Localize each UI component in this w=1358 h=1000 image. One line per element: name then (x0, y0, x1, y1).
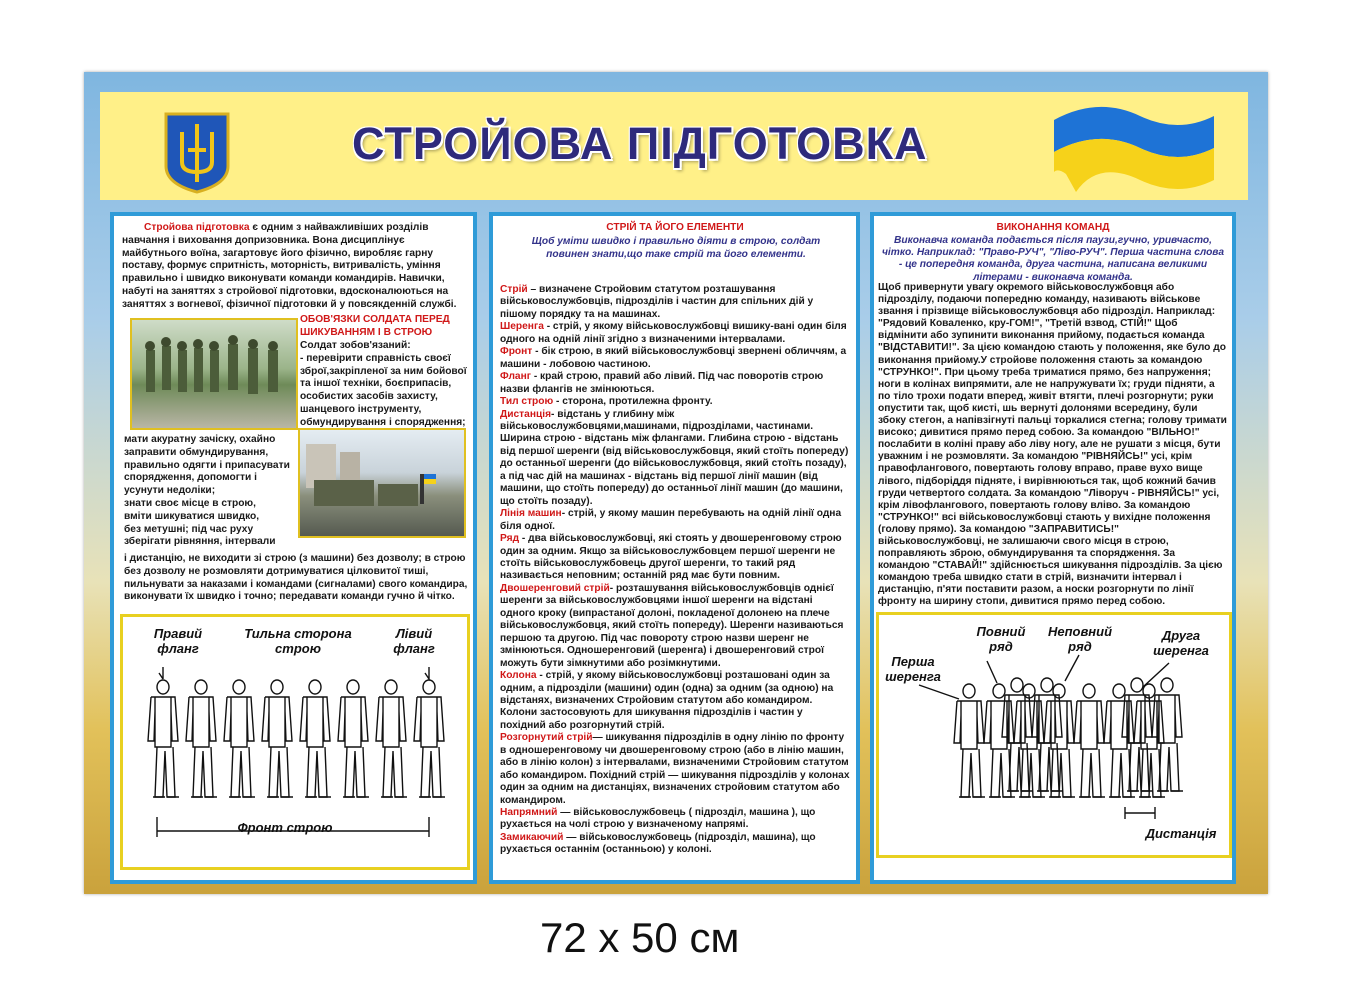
duty-line: знати своє місце в строю, (124, 497, 256, 509)
middle-subheading: Щоб уміти швидко і правильно діяти в строю, солдат повинен знати,що таке стрій та його елементи. (531, 236, 821, 260)
duties-list (300, 340, 470, 430)
intro-term: Стройова підготовка (144, 222, 250, 233)
second-rank-label: Друга шеренга (1153, 628, 1209, 658)
right-flank-label: Правий фланг (153, 626, 203, 656)
duty-line: особистих засобів захисту, (300, 391, 438, 403)
intro-paragraph (122, 222, 466, 312)
duty-line: - перевірити справність своєї (300, 352, 451, 364)
list-item: Фланг - край строю, правий або лівий. Під час поворотів строю назви флангів не змінюються. (500, 371, 824, 395)
first-rank-label: Перша шеренга (885, 654, 941, 684)
distance-label: Дистанція (1145, 826, 1217, 841)
duties-list-2 (124, 434, 296, 549)
right-heading: ВИКОНАННЯ КОМАНД (996, 222, 1110, 233)
list-item: Тил строю - сторона, протилежна фронту. (500, 396, 713, 408)
list-item: Напрямний — військовослужбовець ( підрозділ, машина ), що рухається на чолі строю у визначеному напрямі. (500, 807, 816, 831)
elements-list (500, 284, 850, 857)
list-item: Лінія машин- стрій, у якому машин перебувають на одній лінії одна біля одної. (500, 508, 842, 532)
soldiers-photo-1 (130, 318, 298, 430)
list-item: Розгорнутий стрій— шикування підрозділів в одну лінію по фронту в одношеренговому чи двошеренговому строю (або в лінію машин, або в лінію колон) з інтервалами, визначеними Стройовим статутом або командиром. Похідний стрій — шикування підрозділів у колонах один за одним на дистанціях, визначених стройовим статутом або командиром. (500, 732, 850, 806)
duties-title: ОБОВ'ЯЗКИ СОЛДАТА ПЕРЕД ШИКУВАННЯМ І В СТРОЮ (300, 314, 450, 338)
middle-heading: СТРІЙ ТА ЙОГО ЕЛЕМЕНТИ (606, 222, 744, 233)
partial-row-label: Неповний ряд (1047, 624, 1113, 654)
ukraine-flag-icon (1048, 100, 1218, 196)
size-label: 72 х 50 см (540, 914, 740, 961)
right-subheading: Виконавча команда подається після паузи,гучно, уривчасто, чітко. Наприклад: "Право-РУЧ", "Ліво-РУЧ". Перша частина слова - це попередня команда, друга частина, написана великими літерами - виконавча команда. (881, 235, 1224, 283)
left-flank-label: Лівий фланг (393, 626, 435, 656)
duty-line: спорядження, допомогти і (124, 472, 257, 484)
list-item: Ряд - два військовослужбовці, які стоять у двошеренговому строю один за одним. Якщо за військовослужбовцем першої шеренги не стоїть військовослужбовець другої шеренги, то такий ряд називається неповним; останній ряд має бути повним. (500, 533, 842, 582)
list-item: Стрій – визначене Стройовим статутом розташування військовослужбовців, підрозділів і частин для спільних дій у пішому порядку та на машинах. (500, 284, 814, 320)
duties-tail: і дистанцію, не виходити зі строю (з машини) без дозволу; в строю без дозволу не розмовляти дотримуватися цілковитої тиші, пильнувати за наказами і командами (сигналами) свого командира, виконувати їх швидко і точно; передавати команди гучно й чітко. (124, 553, 468, 603)
rear-label: Тильна сторона строю (244, 626, 352, 656)
intro-text: є одним з найважливіших розділів навчання і виховання допризовника. Вона дисциплінує майбутнього воїна, загартовує його фізично, виробляє гарну поставу, формує спритність, моторність, витривалість, уміння правильно і швидко виконувати команди командирів. Навички, набуті на заняттях з стройової підготовки, вдосконалюються на заняттях з вогневої, фізичної підготовки й у повсякденній службі. (122, 222, 457, 310)
list-item: Фронт - бік строю, в який військовослужбовці звернені обличчям, а машини - лобовою частиною. (500, 346, 847, 370)
duty-line: обмундирування і спорядження; (300, 416, 466, 428)
duty-line: вміти шикуватися швидко, (124, 510, 260, 522)
list-item: Колона - стрій, у якому військовослужбовці розташовані один за одним, а підрозділи (машини) один (одна) за одним (за одною) на відстанях, визначених Стройовим статутом або командиром. Колони застосовують для шикування підрозділів і частин у похідний або розгорнутий стрій. (500, 670, 834, 731)
front-label: Фронт строю (237, 820, 333, 835)
commands-body: Щоб привернути увагу окремого військовослужбовця або підрозділу, подаючи попередню команду, називають військове звання і прізвище військовослужбовця або підрозділ. Наприклад: "Рядовий Коваленко, кру-ГОМ!", "Третій взвод, СТІЙ!" Щоб відмінити або зупинити виконання прийому, подається команда "ВІДСТАВИТИ!". За цією командою стають у положення, яке було до виконання прийому.У стройове положення стають за командою "СТРУНКО!". При цьому треба триматися прямо, без напруження; ноги в колінах випрямити, але не напружувати їх; груди підняти, а по тіло трохи подати вперед, живіт втягти, плечі розгорнути; руки опустити так, щоб кисті, шь вернуті долонями всередину, були збоку стегон, а напівзігнуті пальці торкалися стегна; голову тримати високо; дивитися прямо перед собою. За командою "ВІЛЬНО!" послабити в коліні праву або ліву ногу, але не рушати з місця, бути уважним і не розмовляти. За командою "РІВНЯЙСЬ!" усі, крім правофлангового, повертають голову вправо, праве вухо вище лівого, підборіддя підняте, і вирівнюються так, щоб кожний бачив груди четвертого солдата. За командою "Ліворуч - РІВНЯЙСЬ!" усі, крім лівофлангового, повертають голову вліво. За командою "СТРУНКО!" всі військовослужбовці стають у вихідне положення (голову прямо). За командою "ЗАПРАВИТИСЬ!" військовослужбовці, не залишаючи свого місця в строю, поправляють зброю, обмундирування та спорядження. За командою "СТАВАЙ!" здійснюється шикування підрозділів. За цією командою треба швидко стати в стрій, визначити інтервал і дистанцію, п'яти поставити разом, а носки розгорнути по лінії фронту на ширину стопи, дивитися прямо перед собою. (878, 282, 1227, 608)
trident-emblem-icon (162, 110, 232, 194)
list-item: Замикаючий — військовослужбовець (підрозділ, машина), що рухається останнім (останньою) у колоні. (500, 831, 816, 856)
duty-line: мати акуратну зачіску, охайно (124, 434, 276, 445)
duty-line: шанцевого інструменту, (300, 403, 422, 415)
duty-line: зброї,закріпленої за ним бойової (300, 365, 467, 377)
duty-line: та іншої техніки, боєприпасів, (300, 378, 452, 390)
duty-line: правильно одягти і припасувати (124, 459, 290, 471)
duty-line: зберігати рівняння, інтервали (124, 536, 276, 548)
full-row-label: Повний ряд (976, 624, 1026, 654)
list-item: Дистанція- відстань у глибину між військовослужбовцями,машинами, підрозділами, частинами. Ширина строю - відстань між флангами. Глибина строю - відстань від першої шеренги (від військовослужбовця, який стоїть попереду) до останньої шеренги (до військовослужбовця, який стоїть позаду), а під час дій на машинах - відстань від першої лінії машин (від машини, що стоїть попереду) до останньої лінії машин (до машини, що стоїть позаду). (500, 408, 849, 507)
duty-line: усунути недоліки; (124, 485, 216, 497)
list-item: Шеренга - стрій, у якому військовослужбовці вишику-вані один біля одного на одній лінії згідно з визначеними інтервалами. (500, 321, 847, 345)
duty-line: заправити обмундирування, (124, 446, 269, 458)
list-item: Двошеренговий стрій- розташування військовослужбовців однієї шеренги за військовослужбовцями іншої шеренги на відстані одного кроку (випрастаної долоні, покладеної долонею на плече військовослужбовця, який стоїть попереду). Шеренги називаються першою та другою. Під час повороту строю назви шеренг не змінюються. Одношеренговий (шеренга) і двошеренговий строї можуть бути зімкнутими або розімкнутими. (500, 582, 844, 669)
duty-line: без метушні; під час руху (124, 523, 254, 535)
poster-title: СТРОЙОВА ПІДГОТОВКА (352, 118, 928, 169)
duty-line: Солдат зобов'язаний: (300, 340, 411, 351)
soldiers-photo-2 (298, 428, 466, 538)
